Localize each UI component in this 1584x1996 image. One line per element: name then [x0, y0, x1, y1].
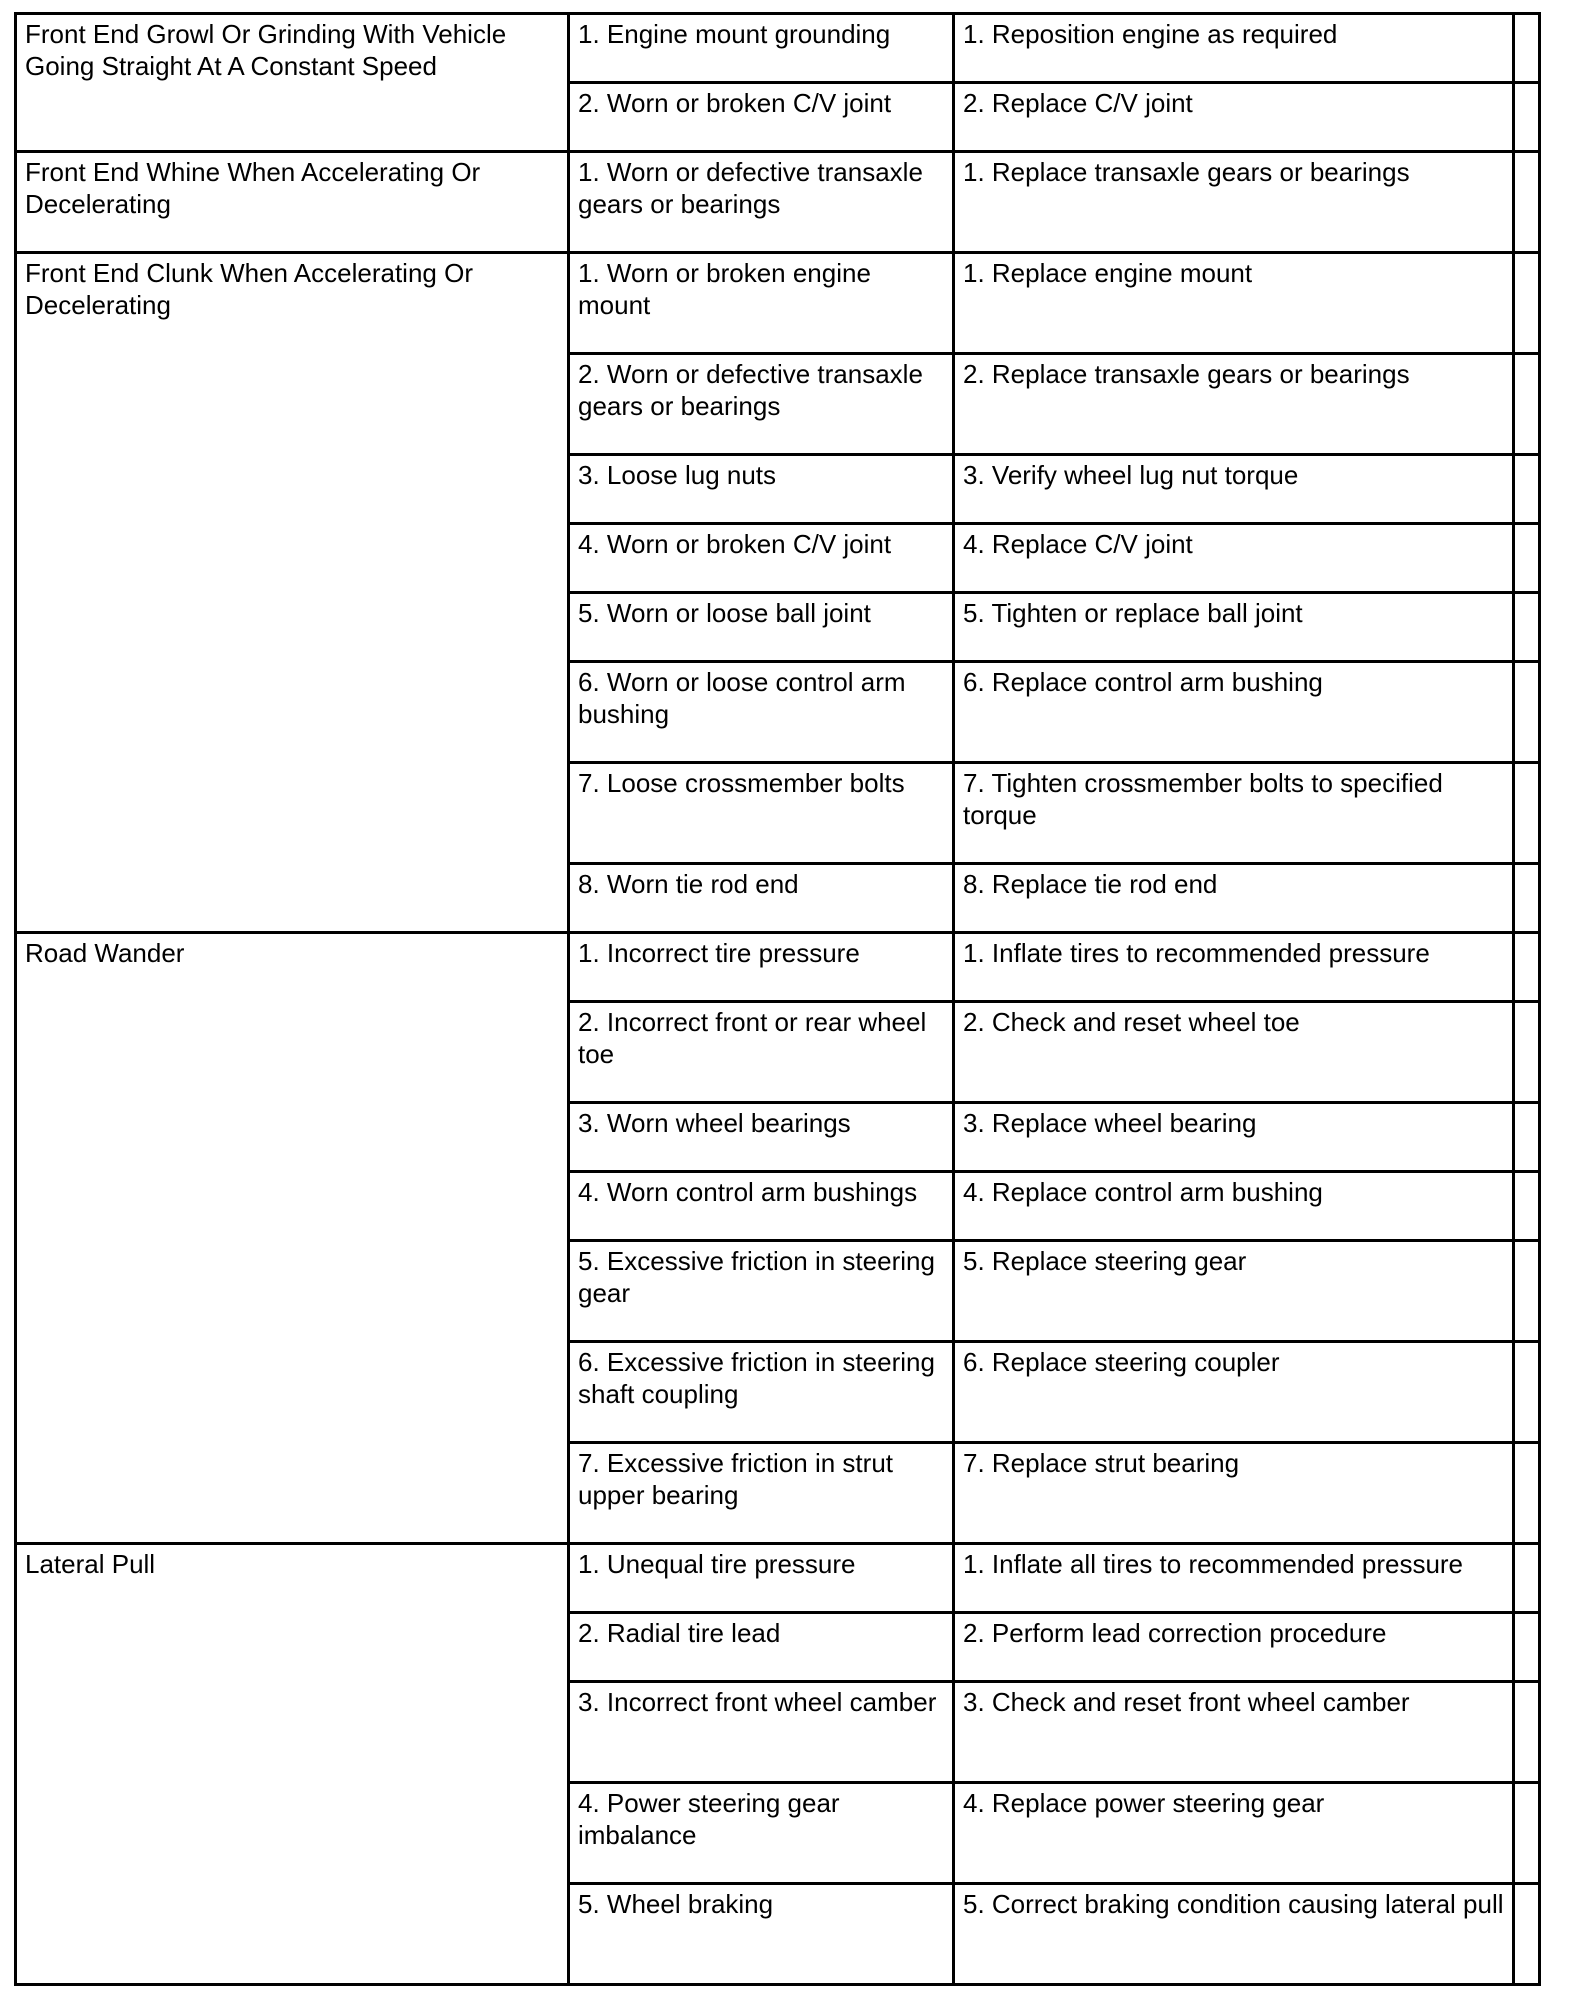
correction-cell: 3. Replace wheel bearing — [954, 1103, 1514, 1172]
possible-cause-cell: 2. Incorrect front or rear wheel toe — [569, 1002, 954, 1103]
correction-cell: 7. Tighten crossmember bolts to specified torque — [954, 763, 1514, 864]
correction-cell: 4. Replace C/V joint — [954, 524, 1514, 593]
table-row — [16, 152, 1540, 253]
correction-cell: 6. Replace control arm bushing — [954, 662, 1514, 763]
correction-cell: 5. Replace steering gear — [954, 1241, 1514, 1342]
edge-column-cell — [1514, 354, 1540, 455]
possible-cause-cell: 1. Unequal tire pressure — [569, 1544, 954, 1613]
edge-column-cell — [1514, 152, 1540, 253]
possible-cause-cell: 7. Excessive friction in strut upper bearing — [569, 1443, 954, 1544]
diagnosis-table-body — [16, 14, 1540, 1985]
edge-column-cell — [1514, 83, 1540, 152]
possible-cause-cell: 1. Worn or defective transaxle gears or bearings — [569, 152, 954, 253]
possible-cause-cell: 1. Incorrect tire pressure — [569, 933, 954, 1002]
possible-cause-cell: 4. Worn control arm bushings — [569, 1172, 954, 1241]
table-row — [16, 14, 1540, 83]
edge-column-cell — [1514, 14, 1540, 83]
possible-cause-cell: 4. Power steering gear imbalance — [569, 1783, 954, 1884]
condition-cell: Lateral Pull — [16, 1544, 569, 1985]
correction-cell: 5. Tighten or replace ball joint — [954, 593, 1514, 662]
edge-column-cell — [1514, 763, 1540, 864]
possible-cause-cell: 3. Worn wheel bearings — [569, 1103, 954, 1172]
edge-column-cell — [1514, 1443, 1540, 1544]
possible-cause-cell: 2. Worn or defective transaxle gears or bearings — [569, 354, 954, 455]
diagnosis-table — [14, 12, 1541, 1986]
possible-cause-cell: 5. Worn or loose ball joint — [569, 593, 954, 662]
possible-cause-cell: 2. Radial tire lead — [569, 1613, 954, 1682]
edge-column-cell — [1514, 1682, 1540, 1783]
edge-column-cell — [1514, 1002, 1540, 1103]
correction-cell: 5. Correct braking condition causing lateral pull — [954, 1884, 1514, 1985]
correction-cell: 3. Verify wheel lug nut torque — [954, 455, 1514, 524]
condition-cell: Front End Growl Or Grinding With Vehicle Going Straight At A Constant Speed — [16, 14, 569, 152]
edge-column-cell — [1514, 1342, 1540, 1443]
possible-cause-cell: 1. Engine mount grounding — [569, 14, 954, 83]
edge-column-cell — [1514, 1241, 1540, 1342]
table-row — [16, 1544, 1540, 1613]
possible-cause-cell: 1. Worn or broken engine mount — [569, 253, 954, 354]
possible-cause-cell: 5. Excessive friction in steering gear — [569, 1241, 954, 1342]
edge-column-cell — [1514, 253, 1540, 354]
table-row — [16, 933, 1540, 1002]
correction-cell: 8. Replace tie rod end — [954, 864, 1514, 933]
correction-cell: 2. Check and reset wheel toe — [954, 1002, 1514, 1103]
edge-column-cell — [1514, 455, 1540, 524]
correction-cell: 1. Reposition engine as required — [954, 14, 1514, 83]
edge-column-cell — [1514, 1613, 1540, 1682]
edge-column-cell — [1514, 1103, 1540, 1172]
edge-column-cell — [1514, 1172, 1540, 1241]
correction-cell: 1. Inflate tires to recommended pressure — [954, 933, 1514, 1002]
condition-cell: Front End Clunk When Accelerating Or Decelerating — [16, 253, 569, 933]
correction-cell: 7. Replace strut bearing — [954, 1443, 1514, 1544]
possible-cause-cell: 3. Loose lug nuts — [569, 455, 954, 524]
correction-cell: 4. Replace power steering gear — [954, 1783, 1514, 1884]
possible-cause-cell: 6. Excessive friction in steering shaft coupling — [569, 1342, 954, 1443]
edge-column-cell — [1514, 933, 1540, 1002]
edge-column-cell — [1514, 662, 1540, 763]
possible-cause-cell: 5. Wheel braking — [569, 1884, 954, 1985]
condition-cell: Road Wander — [16, 933, 569, 1544]
correction-cell: 4. Replace control arm bushing — [954, 1172, 1514, 1241]
edge-column-cell — [1514, 1544, 1540, 1613]
correction-cell: 2. Perform lead correction procedure — [954, 1613, 1514, 1682]
possible-cause-cell: 7. Loose crossmember bolts — [569, 763, 954, 864]
possible-cause-cell: 3. Incorrect front wheel camber — [569, 1682, 954, 1783]
edge-column-cell — [1514, 593, 1540, 662]
correction-cell: 6. Replace steering coupler — [954, 1342, 1514, 1443]
edge-column-cell — [1514, 1783, 1540, 1884]
edge-column-cell — [1514, 524, 1540, 593]
correction-cell: 2. Replace C/V joint — [954, 83, 1514, 152]
table-row — [16, 253, 1540, 354]
possible-cause-cell: 4. Worn or broken C/V joint — [569, 524, 954, 593]
possible-cause-cell: 6. Worn or loose control arm bushing — [569, 662, 954, 763]
edge-column-cell — [1514, 1884, 1540, 1985]
correction-cell: 3. Check and reset front wheel camber — [954, 1682, 1514, 1783]
correction-cell: 1. Replace transaxle gears or bearings — [954, 152, 1514, 253]
condition-cell: Front End Whine When Accelerating Or Decelerating — [16, 152, 569, 253]
edge-column-cell — [1514, 864, 1540, 933]
possible-cause-cell: 2. Worn or broken C/V joint — [569, 83, 954, 152]
correction-cell: 1. Inflate all tires to recommended pressure — [954, 1544, 1514, 1613]
correction-cell: 2. Replace transaxle gears or bearings — [954, 354, 1514, 455]
correction-cell: 1. Replace engine mount — [954, 253, 1514, 354]
possible-cause-cell: 8. Worn tie rod end — [569, 864, 954, 933]
